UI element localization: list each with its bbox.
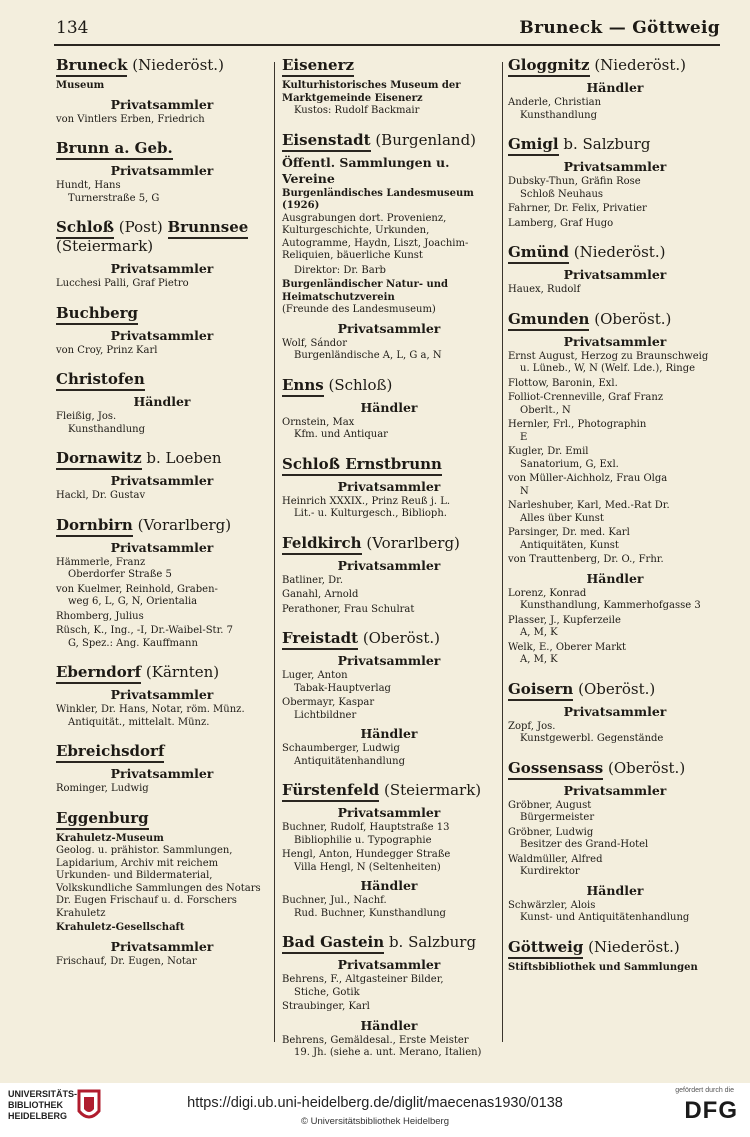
section-heading: Händler — [586, 570, 644, 586]
entry-continuation: Kunsthandlung — [520, 109, 598, 121]
section-heading: Händler — [360, 399, 418, 415]
city-name: Göttweig — [508, 938, 583, 959]
library-name-line: UNIVERSITÄTS- — [8, 1089, 78, 1099]
entry-continuation: Oberdorfer Straße 5 — [68, 569, 172, 580]
entry-continuation: G, Spez.: Ang. Kauffmann — [68, 637, 198, 649]
entry-continuation: Turnerstraße 5, G — [68, 192, 160, 204]
section-heading: Händler — [360, 726, 418, 741]
directory-entry — [508, 721, 722, 746]
section-heading: Händler — [133, 394, 191, 409]
header-rule — [54, 44, 720, 46]
city-heading — [282, 534, 496, 553]
city-region: (Kärnten) — [145, 663, 220, 681]
city-entry — [282, 131, 496, 363]
entry-text: Rhomberg, Julius — [56, 610, 144, 622]
entry-text: Behrens, F., Altgasteiner Bilder, — [282, 974, 444, 985]
running-title: Bruneck — Göttweig — [519, 18, 720, 38]
directory-entry — [282, 213, 496, 263]
entry-text: Buchner, Jul., Nachf. — [282, 895, 387, 906]
city-heading — [508, 310, 722, 329]
city-name: Gossensass — [508, 759, 603, 780]
directory-entry — [508, 642, 722, 667]
city-region: (Niederöst.) — [573, 243, 666, 261]
entry-text: Waldmüller, Alfred — [508, 853, 603, 865]
entry-text: Flottow, Baronin, Exl. — [508, 377, 618, 389]
directory-entry — [508, 203, 722, 216]
entry-text: Hackl, Dr. Gustav — [56, 490, 146, 501]
entry-text: Buchner, Rudolf, Hauptstraße 13 — [282, 822, 450, 833]
entry-text: Batliner, Dr. — [282, 574, 344, 586]
directory-entry — [508, 800, 722, 825]
section-heading: Privatsammler — [563, 333, 667, 349]
entry-text: Anderle, Christian — [508, 97, 602, 108]
city-heading — [56, 139, 268, 158]
entry-text: Frischauf, Dr. Eugen, Notar — [56, 955, 197, 967]
column-2 — [282, 56, 496, 1073]
directory-entry — [282, 974, 496, 999]
city-region: (Niederöst.) — [132, 56, 224, 74]
city-heading — [282, 455, 496, 474]
entry-continuation: weg 6, L, G, N, Orientalia — [68, 596, 198, 607]
section-heading: Privatsammler — [337, 653, 441, 668]
institution-name: Krahuletz-Museum — [56, 832, 164, 844]
entry-continuation: Bürgermeister — [520, 812, 595, 823]
entry-text: Fleißig, Jos. — [56, 411, 117, 422]
city-entry — [56, 449, 268, 503]
city-name: Brunn a. Geb. — [56, 139, 173, 160]
city-heading — [56, 449, 268, 468]
column-1 — [56, 56, 268, 981]
city-heading — [282, 131, 496, 150]
city-entry — [282, 455, 496, 521]
city-name: Gmunden — [508, 310, 589, 331]
city-heading — [56, 809, 268, 828]
section-heading: Privatsammler — [110, 327, 214, 343]
city-entry — [282, 781, 496, 920]
city-entry — [282, 534, 496, 617]
directory-entry — [282, 670, 496, 695]
directory-entry — [282, 575, 496, 588]
directory-entry — [282, 589, 496, 602]
city-entry — [282, 56, 496, 118]
city-region: (Burgenland) — [375, 130, 477, 149]
city-region: b. Salzburg — [388, 933, 477, 951]
entry-continuation: Besitzer des Grand-Hotel — [520, 839, 649, 850]
entry-continuation: Kunsthandlung, Kammerhofgasse 3 — [520, 600, 701, 611]
city-region: (Post) — [118, 218, 163, 236]
entry-text: Kugler, Dr. Emil — [508, 446, 589, 457]
city-name: Eberndorf — [56, 663, 141, 684]
city-heading — [508, 938, 722, 957]
entry-continuation: Rud. Buchner, Kunsthandlung — [294, 907, 446, 919]
entry-text: Folliot-Crenneville, Graf Franz — [508, 392, 664, 403]
directory-entry — [56, 114, 268, 127]
city-heading — [56, 370, 268, 389]
directory-entry — [282, 822, 496, 847]
entry-continuation: Lit.- u. Kulturgesch., Biblioph. — [294, 508, 447, 519]
entry-text: Kustos: Rudolf Backmair — [294, 105, 420, 116]
entry-continuation: Alles über Kunst — [520, 512, 604, 524]
directory-entry — [508, 378, 722, 391]
entry-continuation: Kunstgewerbl. Gegenstände — [520, 733, 664, 744]
section-heading: Privatsammler — [110, 938, 214, 954]
section-heading: Privatsammler — [337, 478, 441, 494]
city-name: Gmigl — [508, 135, 559, 156]
directory-entry — [282, 1001, 496, 1014]
entry-continuation: Antiquität., mittelalt. Münz. — [68, 716, 210, 728]
city-region: (Vorarlberg) — [366, 533, 460, 552]
viewer-footer — [0, 1083, 750, 1137]
directory-entry — [56, 345, 268, 358]
city-name: Eisenerz — [282, 56, 354, 77]
entry-text: Ausgrabungen dort. Provenienz, Kulturgeschichte, Urkunden, Autogramme, Haydn, Liszt, Joachim-Reliquien, bäuerliche Kunst — [282, 212, 469, 261]
directory-entry — [56, 783, 268, 796]
page-header — [56, 18, 720, 42]
city-heading — [56, 516, 268, 535]
directory-entry — [282, 496, 496, 521]
directory-entry — [282, 338, 496, 363]
directory-entry — [56, 956, 268, 969]
entry-text: Zopf, Jos. — [508, 720, 556, 732]
directory-entry — [508, 615, 722, 640]
city-heading — [508, 135, 722, 154]
directory-entry — [508, 176, 722, 201]
city-region: (Niederöst.) — [588, 937, 680, 956]
directory-entry — [508, 900, 722, 925]
city-region: (Steiermark) — [383, 781, 482, 799]
page-number: 134 — [56, 18, 89, 38]
entry-text: von Vintlers Erben, Friedrich — [56, 113, 205, 125]
city-entry — [56, 370, 268, 436]
entry-continuation: Antiquitätenhandlung — [294, 755, 406, 767]
city-entry — [508, 243, 722, 297]
directory-entry — [508, 218, 722, 231]
entry-continuation: A, M, K — [520, 654, 558, 665]
entry-text: Lamberg, Graf Hugo — [508, 217, 614, 229]
entry-continuation: A, M, K — [520, 627, 558, 638]
entry-continuation: Villa Hengl, N (Seltenheiten) — [294, 861, 441, 873]
city-name: Fürstenfeld — [282, 781, 379, 802]
directory-entry — [56, 180, 268, 205]
institution-name: Krahuletz-Gesellschaft — [56, 922, 185, 933]
directory-entry — [508, 827, 722, 852]
entry-continuation: Sanatorium, G, Exl. — [520, 458, 619, 470]
entry-continuation: Kunsthandlung — [68, 423, 146, 435]
entry-text: Luger, Anton — [282, 670, 348, 681]
directory-entry — [508, 284, 722, 297]
city-name: Bad Gastein — [282, 933, 384, 954]
entry-text: Straubinger, Karl — [282, 1001, 370, 1012]
city-heading — [56, 218, 268, 256]
entry-continuation: Kfm. und Antiquar — [294, 429, 388, 440]
entry-text: Hauex, Rudolf — [508, 284, 581, 295]
directory-entry — [56, 845, 268, 920]
directory-entry — [56, 557, 268, 582]
city-region: (Oberöst.) — [362, 629, 441, 647]
entry-text: Schaumberger, Ludwig — [282, 743, 400, 754]
entry-text: Winkler, Dr. Hans, Notar, röm. Münz. — [56, 704, 245, 715]
city-entry — [508, 56, 722, 122]
directory-entry — [508, 419, 722, 444]
directory-entry — [508, 473, 722, 498]
section-heading: Privatsammler — [110, 96, 214, 112]
directory-entry — [508, 351, 722, 376]
directory-entry — [56, 411, 268, 436]
library-name-line: HEIDELBERG — [8, 1111, 68, 1121]
city-heading — [282, 933, 496, 952]
city-entry — [508, 938, 722, 975]
entry-text: Obermayr, Kaspar — [282, 697, 375, 708]
directory-entry — [282, 105, 496, 118]
city-heading — [282, 781, 496, 800]
city-entry — [56, 139, 268, 205]
institution-name: Burgenländischer Natur- und Heimatschutzverein — [282, 279, 449, 303]
city-entry — [282, 933, 496, 1060]
city-name: Freistadt — [282, 629, 358, 650]
city-entry — [56, 218, 268, 291]
entry-text: Hämmerle, Franz — [56, 556, 146, 568]
section-heading: Privatsammler — [337, 320, 441, 336]
section-heading: Privatsammler — [337, 957, 441, 972]
city-heading — [56, 742, 268, 761]
directory-entry — [282, 743, 496, 768]
city-entry — [508, 680, 722, 746]
directory-entry — [508, 446, 722, 471]
entry-text: Ganahl, Arnold — [282, 589, 359, 600]
entry-text: Ornstein, Max — [282, 416, 355, 428]
city-entry — [56, 809, 268, 969]
entry-text: Fahrner, Dr. Felix, Privatier — [508, 203, 647, 214]
entry-text: Plasser, J., Kupferzeile — [508, 614, 621, 626]
entry-text: Perathoner, Frau Schulrat — [282, 603, 415, 615]
directory-entry — [282, 697, 496, 722]
section-heading: Privatsammler — [337, 805, 441, 820]
section-heading: Händler — [360, 1017, 418, 1033]
section-heading: Privatsammler — [337, 557, 441, 573]
city-name: Goisern — [508, 680, 573, 701]
column-3 — [508, 56, 722, 987]
directory-entry — [282, 417, 496, 442]
directory-entry — [282, 265, 496, 278]
section-heading: Privatsammler — [563, 782, 667, 798]
entry-continuation: Kunst- und Antiquitätenhandlung — [520, 912, 690, 923]
column-divider — [274, 62, 275, 1042]
section-heading: Privatsammler — [563, 267, 667, 282]
institution-name: Kulturhistorisches Museum der Marktgemeinde Eisenerz — [282, 80, 461, 104]
column-divider — [502, 62, 503, 1042]
city-name: Buchberg — [56, 304, 138, 325]
city-name: Christofen — [56, 370, 145, 391]
directory-entry — [508, 588, 722, 613]
city-name: Eggenburg — [56, 809, 149, 830]
city-region: (Steiermark) — [56, 237, 154, 255]
directory-entry — [282, 895, 496, 920]
entry-text: Hengl, Anton, Hundegger Straße — [282, 849, 451, 860]
entry-text: Schwärzler, Alois — [508, 899, 596, 911]
entry-continuation: Stiche, Gotik — [294, 986, 360, 998]
section-heading: Privatsammler — [110, 261, 214, 276]
city-entry — [508, 135, 722, 230]
directory-entry — [56, 278, 268, 291]
entry-text: Welk, E., Oberer Markt — [508, 641, 627, 653]
directory-entry — [508, 500, 722, 525]
entry-continuation: Lichtbildner — [294, 709, 357, 721]
city-heading — [508, 680, 722, 699]
city-heading — [56, 304, 268, 323]
city-region: (Schloß) — [328, 375, 393, 394]
entry-text: Geolog. u. prähistor. Sammlungen, Lapidarium, Archiv mit reichem Urkunden- und Bildermaterial, Volkskundliche Sammlungen des Notars Dr. Eugen Frischauf u. d. Forschers Krahuletz — [56, 845, 261, 919]
city-name: Feldkirch — [282, 534, 362, 555]
entry-text: von Kuelmer, Reinhold, Graben- — [56, 583, 218, 595]
library-name-line: BIBLIOTHEK — [8, 1100, 63, 1110]
entry-text: Dubsky-Thun, Gräfin Rose — [508, 176, 641, 187]
directory-entry — [508, 527, 722, 552]
city-entry — [508, 310, 722, 667]
directory-entry — [282, 849, 496, 874]
section-heading: Privatsammler — [110, 473, 214, 488]
entry-continuation: u. Lüneb., W, N (Welf. Lde.), Ringe — [520, 363, 696, 374]
section-heading: Privatsammler — [563, 703, 667, 719]
section-heading: Privatsammler — [110, 766, 214, 781]
section-heading: Privatsammler — [110, 163, 214, 178]
entry-text: Hernler, Frl., Photographin — [508, 419, 647, 430]
entry-text: von Trauttenberg, Dr. O., Frhr. — [508, 554, 664, 565]
entry-text: Heinrich XXXIX., Prinz Reuß j. L. — [282, 495, 451, 507]
city-region: (Oberöst.) — [608, 758, 686, 777]
institution-name: Burgenländisches Landesmuseum (1926) — [282, 187, 474, 211]
entry-text: Hundt, Hans — [56, 180, 121, 191]
directory-entry — [56, 490, 268, 503]
city-entry — [508, 759, 722, 925]
city-name: Bruneck — [56, 56, 127, 77]
section-heading: Privatsammler — [563, 159, 667, 174]
entry-text: Gröbner, Ludwig — [508, 826, 594, 838]
section-heading: Händler — [586, 80, 644, 95]
city-region: (Vorarlberg) — [137, 515, 232, 534]
directory-entry — [56, 584, 268, 609]
directory-entry — [282, 604, 496, 617]
directory-entry — [282, 304, 496, 317]
entry-text: Behrens, Gemäldesal., Erste Meister — [282, 1034, 469, 1046]
city-heading — [508, 759, 722, 778]
section-heading: Händler — [360, 878, 418, 893]
entry-continuation: N — [520, 485, 529, 497]
city-name: Dornawitz — [56, 449, 142, 470]
permalink-url[interactable]: https://digi.ub.uni-heidelberg.de/diglit/maecenas1930/0138 — [187, 1095, 563, 1111]
city-heading — [282, 629, 496, 648]
city-heading — [56, 56, 268, 75]
entry-continuation: E — [520, 431, 528, 443]
entry-continuation: 19. Jh. (siehe a. unt. Merano, Italien) — [294, 1047, 482, 1058]
city-name: Ebreichsdorf — [56, 742, 164, 763]
city-region: (Oberöst.) — [578, 679, 656, 698]
entry-text: Gröbner, August — [508, 799, 592, 811]
entry-text: Ernst August, Herzog zu Braunschweig — [508, 350, 709, 362]
entry-text: Rüsch, K., Ing., -I, Dr.-Waibel-Str. 7 — [56, 625, 233, 636]
entry-text: Narleshuber, Karl, Med.-Rat Dr. — [508, 500, 670, 511]
city-region: b. Salzburg — [563, 135, 651, 153]
entry-continuation: Kurdirektor — [520, 866, 580, 877]
section-heading: Öffentl. Sammlungen u. Vereine — [282, 154, 450, 186]
city-name: Schloß — [56, 218, 114, 239]
city-name: Schloß Ernstbrunn — [282, 455, 442, 476]
city-region: (Oberöst.) — [594, 309, 672, 328]
entry-text: von Croy, Prinz Karl — [56, 344, 158, 356]
directory-entry — [508, 554, 722, 567]
section-heading: Privatsammler — [110, 687, 214, 702]
section-heading: Privatsammler — [110, 539, 214, 555]
entry-continuation: Antiquitäten, Kunst — [520, 539, 619, 551]
entry-continuation: Bibliophilie u. Typographie — [294, 834, 432, 846]
city-name: Eisenstadt — [282, 131, 371, 152]
city-heading — [508, 56, 722, 75]
directory-entry — [56, 625, 268, 650]
city-region: (Niederöst.) — [594, 56, 687, 74]
directory-entry — [282, 1035, 496, 1060]
city-heading — [282, 376, 496, 395]
city-entry — [56, 663, 268, 729]
city-entry — [282, 376, 496, 442]
entry-text: Lucchesi Palli, Graf Pietro — [56, 278, 189, 289]
entry-continuation: Oberlt., N — [520, 404, 571, 416]
directory-entry — [508, 392, 722, 417]
entry-text: Rominger, Ludwig — [56, 783, 149, 794]
entry-text: Parsinger, Dr. med. Karl — [508, 527, 630, 538]
entry-continuation: Schloß Neuhaus — [520, 188, 604, 200]
copyright-notice: © Universitätsbibliothek Heidelberg — [301, 1116, 449, 1127]
city-entry — [56, 304, 268, 358]
entry-text: Wolf, Sándor — [282, 337, 347, 349]
city-region: b. Loeben — [146, 449, 222, 467]
directory-entry — [56, 704, 268, 729]
city-name: Dornbirn — [56, 516, 133, 537]
city-entry — [282, 629, 496, 768]
funding-note: gefördert durch die — [675, 1087, 734, 1094]
city-heading — [508, 243, 722, 262]
directory-entry — [508, 97, 722, 122]
city-name: Gloggnitz — [508, 56, 590, 77]
entry-text: Direktor: Dr. Barb — [294, 264, 386, 276]
city-entry — [56, 516, 268, 651]
directory-entry — [508, 854, 722, 879]
entry-text: von Müller-Aichholz, Frau Olga — [508, 473, 668, 484]
city-heading — [282, 56, 496, 75]
city-entry — [56, 742, 268, 796]
city-entry — [56, 56, 268, 126]
directory-entry — [56, 611, 268, 624]
dfg-logo: DFG — [684, 1097, 738, 1124]
institution-name: Museum — [56, 80, 105, 91]
city-name: Gmünd — [508, 243, 569, 264]
entry-continuation: Tabak-Hauptverlag — [294, 682, 391, 694]
city-name: Enns — [282, 376, 324, 397]
city-heading — [56, 663, 268, 682]
entry-continuation: Burgenländische A, L, G a, N — [294, 350, 442, 361]
city-name: Brunnsee — [168, 218, 249, 239]
entry-text: (Freunde des Landesmuseum) — [282, 304, 436, 315]
section-heading: Händler — [586, 882, 644, 898]
entry-text: Lorenz, Konrad — [508, 587, 587, 599]
institution-name: Stiftsbibliothek und Sammlungen — [508, 961, 698, 973]
